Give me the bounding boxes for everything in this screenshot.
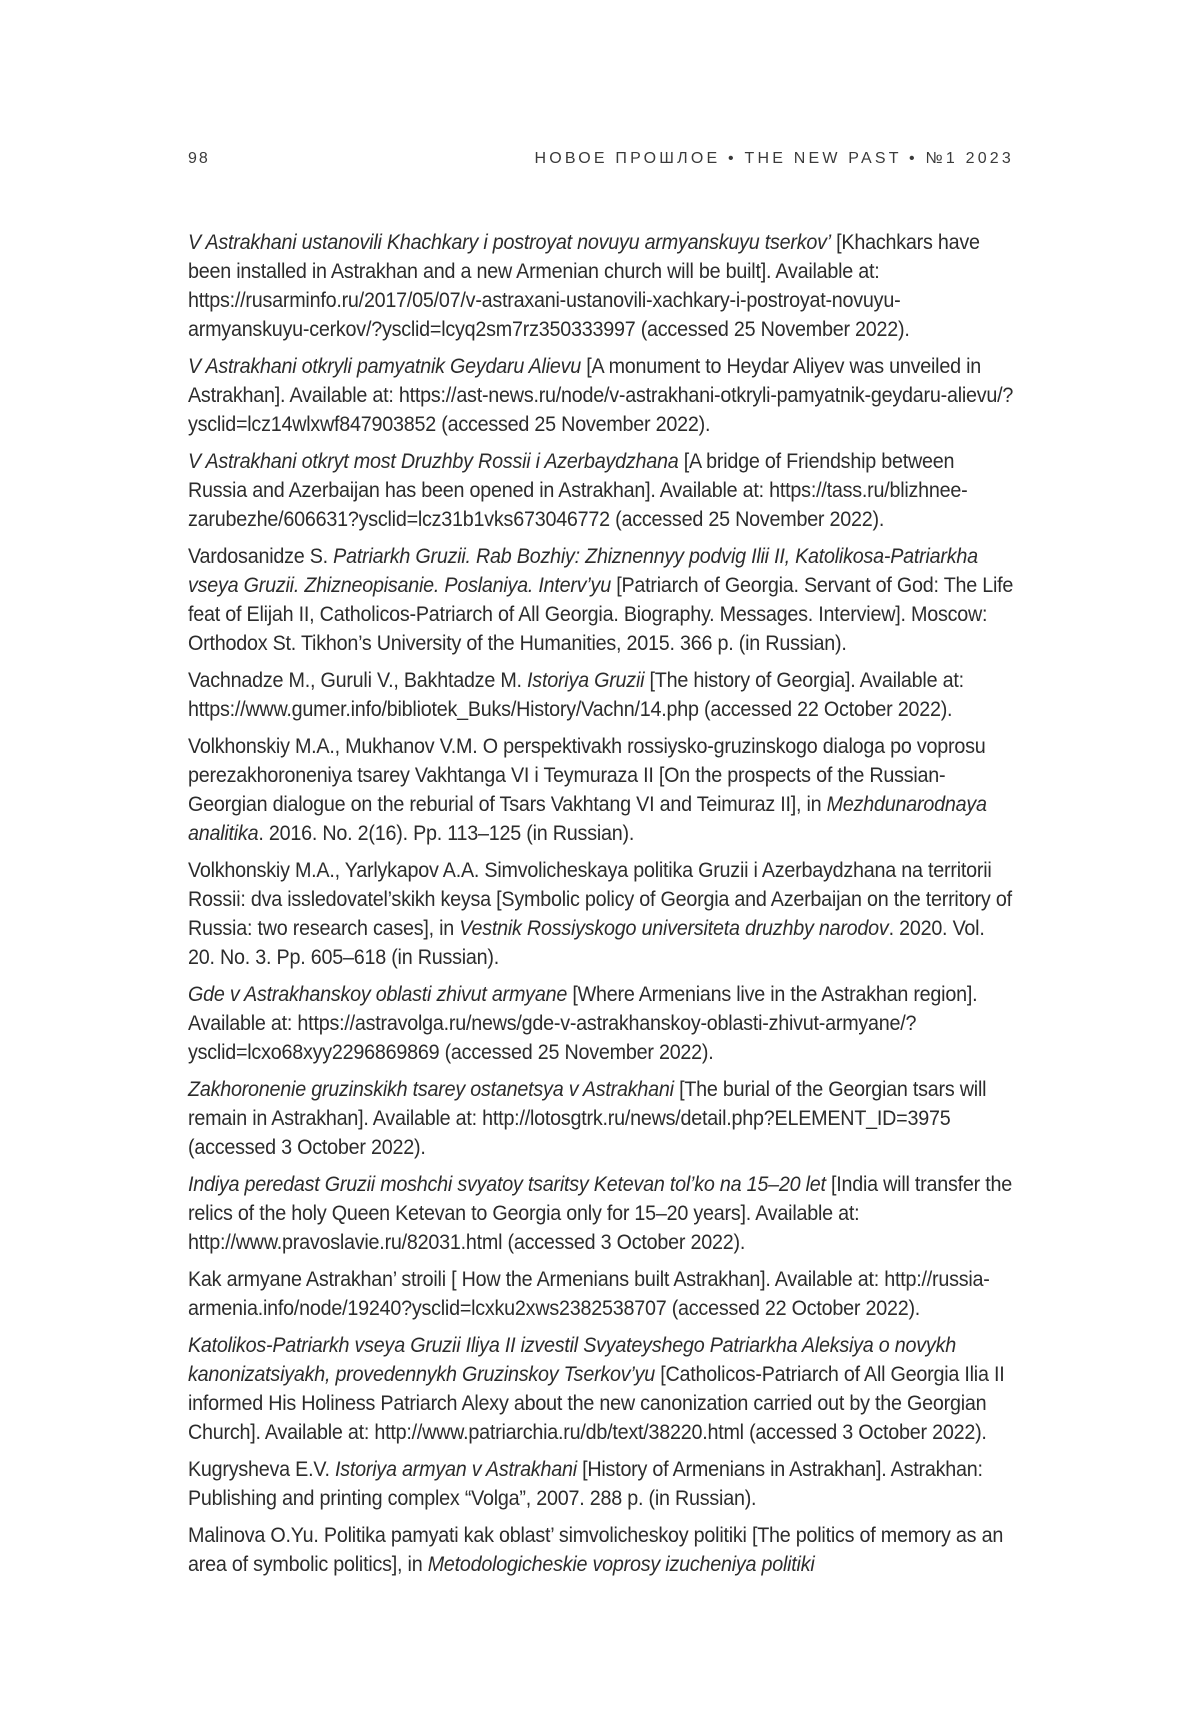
reference-transliterated-title: Mezhdunarodnaya analitika: [188, 792, 987, 845]
reference-text: [History of Armenians in Astrakhan]. Astrakhan: Publishing and printing complex “Volga”, 2007. 288 p. (in Russian).: [188, 1457, 983, 1510]
reference-transliterated-title: Istoriya Gruzii: [527, 668, 645, 692]
reference-text: [Where Armenians live in the Astrakhan region]. Available at: https://astravolga.ru/news/gde-v-astrakhanskoy-oblasti-zhivut-armyane/?ysclid=lcxo68xyy2296869869 (accessed 25 November 2022).: [188, 982, 978, 1064]
reference-text: Volkhonskiy M.A., Mukhanov V.M. O perspektivakh rossiysko-gruzinskogo dialoga po voprosu perezakhoroneniya tsarey Vakhtanga VI i Teymuraza II [On the prospects of the Russian-Georgian dialogue on the reburial of Tsars Vakhtang VI and Teimuraz II], in: [188, 734, 986, 816]
reference-entry: [188, 666, 1016, 724]
reference-entry: [188, 542, 1016, 658]
reference-entry: [188, 1455, 1016, 1513]
reference-transliterated-title: Indiya peredast Gruzii moshchi svyatoy tsaritsy Ketevan tol’ko na 15–20 let: [188, 1172, 826, 1196]
reference-text: [Catholicos-Patriarch of All Georgia Ilia II informed His Holiness Patriarch Alexy about the new canonization carried out by the Georgian Church]. Available at: http://www.patriarchia.ru/db/text/38220.html (accessed 3 October 2022).: [188, 1362, 1005, 1444]
page-number: 98: [188, 150, 210, 167]
reference-text: Volkhonskiy M.A., Yarlykapov A.A. Simvolicheskaya politika Gruzii i Azerbaydzhana na territorii Rossii: dva issledovatel’skikh keysa [Symbolic policy of Georgia and Azerbaijan on the territory of Russia: two research cases], in: [188, 858, 1012, 940]
reference-text: [Patriarch of Georgia. Servant of God: The Life feat of Elijah II, Catholicos-Patriarch of All Georgia. Biography. Messages. Interview]. Moscow: Orthodox St. Tikhon’s University of the Humanities, 2015. 366 p. (in Russian).: [188, 573, 1014, 655]
reference-text: Vardosanidze S.: [188, 544, 334, 568]
reference-text: Kugrysheva E.V.: [188, 1457, 336, 1481]
reference-transliterated-title: Vestnik Rossiyskogo universiteta druzhby narodov: [459, 916, 889, 940]
reference-entry: [188, 732, 1016, 848]
reference-entry: [188, 352, 1016, 439]
journal-running-title: НОВОЕ ПРОШЛОЕ • THE NEW PAST • №1 2023: [534, 150, 1014, 167]
reference-text: [A monument to Heydar Aliyev was unveiled in Astrakhan]. Available at: https://ast-news.ru/node/v-astrakhani-otkryli-pamyatnik-geydaru-alievu/?ysclid=lcz14wlxwf847903852 (accessed 25 November 2022).: [188, 354, 1014, 436]
reference-entry: [188, 228, 1016, 344]
reference-transliterated-title: V Astrakhani otkryt most Druzhby Rossii i Azerbaydzhana: [188, 449, 679, 473]
reference-text: [India will transfer the relics of the holy Queen Ketevan to Georgia only for 15–20 years]. Available at: http://www.pravoslavie.ru/82031.html (accessed 3 October 2022).: [188, 1172, 1012, 1254]
reference-text: [The history of Georgia]. Available at: https://www.gumer.info/bibliotek_Buks/History/Vachn/14.php (accessed 22 October 2022).: [188, 668, 964, 721]
reference-text: [Khachkars have been installed in Astrakhan and a new Armenian church will be built]. Available at: https://rusarminfo.ru/2017/05/07/v-astraxani-ustanovili-xachkary-i-postroyat-novuyu-armyanskuyu-cerkov/?ysclid=lcyq2sm7rz350333997 (accessed 25 November 2022).: [188, 230, 980, 341]
reference-text: Malinova O.Yu. Politika pamyati kak oblast’ simvolicheskoy politiki [The politics of memory as an area of symbolic politics], in: [188, 1523, 1004, 1576]
reference-text: [A bridge of Friendship between Russia and Azerbaijan has been opened in Astrakhan]. Available at: https://tass.ru/blizhnee-zarubezhe/606631?ysclid=lcz31b1vks673046772 (accessed 25 November 2022).: [188, 449, 968, 531]
reference-text: Vachnadze M., Guruli V., Bakhtadze M.: [188, 668, 528, 692]
running-header: [188, 150, 1014, 168]
reference-entry: [188, 1075, 1016, 1162]
reference-transliterated-title: Zakhoronenie gruzinskikh tsarey ostanetsya v Astrakhani: [188, 1077, 674, 1101]
reference-text: . 2016. No. 2(16). Pp. 113–125 (in Russian).: [258, 821, 635, 845]
reference-transliterated-title: Metodologicheskie voprosy izucheniya politiki: [427, 1552, 815, 1576]
reference-transliterated-title: Patriarkh Gruzii. Rab Bozhiy: Zhiznennyy podvig Ilii II, Katolikosa-Patriarkha vseya Gruzii. Zhizneopisanie. Poslaniya. Interv’yu: [188, 544, 978, 597]
references-list: [188, 228, 1016, 1579]
reference-entry: [188, 1170, 1016, 1257]
reference-entry: [188, 856, 1016, 972]
reference-entry: [188, 1265, 1016, 1323]
reference-transliterated-title: Katolikos-Patriarkh vseya Gruzii Iliya II izvestil Svyateyshego Patriarkha Aleksiya o novykh kanonizatsiyakh, provedennykh Gruzinskoy Tserkov’yu: [188, 1333, 956, 1386]
reference-text: . 2020. Vol. 20. No. 3. Pp. 605–618 (in Russian).: [188, 916, 985, 969]
reference-transliterated-title: V Astrakhani ustanovili Khachkary i postroyat novuyu armyanskuyu tserkov’: [188, 230, 831, 254]
reference-text: [The burial of the Georgian tsars will remain in Astrakhan]. Available at: http://lotosgtrk.ru/news/detail.php?ELEMENT_ID=3975 (accessed 3 October 2022).: [188, 1077, 987, 1159]
reference-entry: [188, 1331, 1016, 1447]
references-section: [188, 228, 1018, 1587]
reference-entry: [188, 1521, 1016, 1579]
reference-entry: [188, 980, 1016, 1067]
reference-transliterated-title: V Astrakhani otkryli pamyatnik Geydaru Alievu: [188, 354, 581, 378]
reference-transliterated-title: Gde v Astrakhanskoy oblasti zhivut armyane: [188, 982, 568, 1006]
reference-text: Kak armyane Astrakhan’ stroili [ How the Armenians built Astrakhan]. Available at: http://russia-armenia.info/node/19240?ysclid=lcxku2xws2382538707 (accessed 22 October 2022).: [188, 1267, 990, 1320]
reference-entry: [188, 447, 1016, 534]
reference-transliterated-title: Istoriya armyan v Astrakhani: [335, 1457, 577, 1481]
